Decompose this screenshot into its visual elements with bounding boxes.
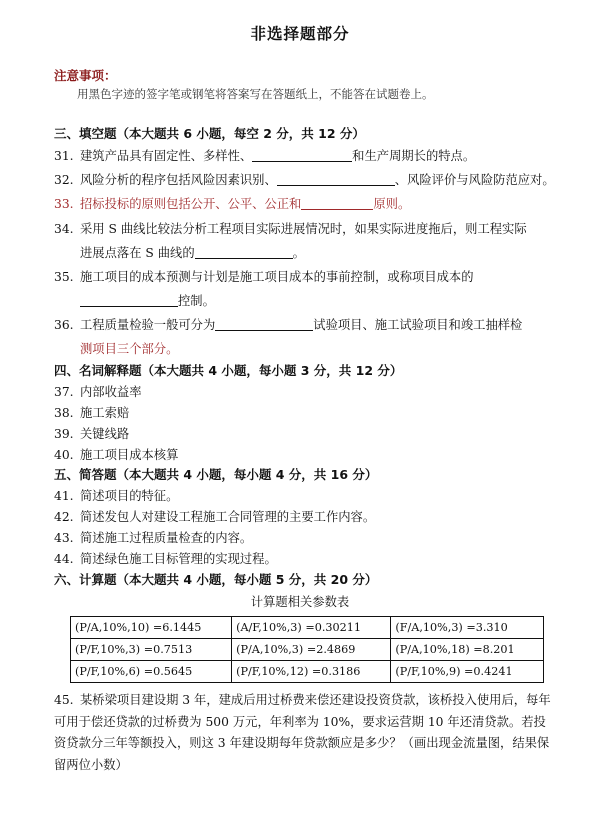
table-cell: (P/F,10%,3) =0.7513 [71,639,232,661]
question-text: 和生产周期长的特点。 [352,149,476,163]
table-cell: (P/A,10%,18) =8.201 [391,639,544,661]
question-35-cont [80,291,215,309]
question-41 [54,486,178,504]
question-text: 原则。 [373,197,411,211]
question-text: 简述绿色施工目标管理的实现过程。 [80,552,277,566]
question-text: 内部收益率 [80,385,142,399]
answer-blank[interactable] [252,149,352,162]
question-31 [54,146,475,164]
question-number: 42. [54,510,74,524]
answer-blank[interactable] [277,173,395,186]
page-title: 非选择题部分 [250,25,350,43]
question-text: 进展点落在 S 曲线的 [80,246,195,260]
question-text: 施工项目的成本预测与计划是施工项目成本的事前控制，或称项目成本的 [80,270,474,284]
question-text: 工程质量检验一般可分为 [80,318,216,332]
notice-heading: 注意事项： [54,68,117,83]
question-45 [54,690,554,776]
question-text: 试验项目、施工试验项目和竣工抽样检 [313,318,523,332]
answer-blank[interactable] [301,197,373,210]
table-row [71,639,544,661]
question-text: 风险分析的程序包括风险因素识别、 [80,173,277,187]
section-short-answer-heading: 五、简答题（本大题共 4 小题，每小题 4 分，共 16 分） [54,467,378,482]
answer-blank[interactable] [195,246,293,259]
question-32 [54,170,555,188]
question-36 [54,315,522,333]
answer-blank[interactable] [80,294,178,307]
question-number: 45. [54,693,74,707]
question-44 [54,549,277,567]
question-40 [54,445,178,463]
question-number: 33. [54,197,74,211]
question-text: 建筑产品具有固定性、多样性、 [80,149,253,163]
question-37 [54,382,142,400]
question-36-cont: 测项目三个部分。 [80,342,179,356]
table-cell: (P/A,10%,3) =2.4869 [232,639,391,661]
question-43 [54,528,252,546]
question-number: 36. [54,318,74,332]
question-text: 简述项目的特征。 [80,489,179,503]
question-text: 简述施工过程质量检查的内容。 [80,531,253,545]
table-cell: (A/F,10%,3) =0.30211 [232,617,391,639]
question-text: 、风险评价与风险防范应对。 [394,173,555,187]
question-number: 37. [54,385,74,399]
question-text: 采用 S 曲线比较法分析工程项目实际进展情况时，如果实际进度拖后，则工程实际 [80,222,527,236]
answer-blank[interactable] [215,318,313,331]
notice-body: 用黑色字迹的签字笔或钢笔将答案写在答题纸上，不能答在试题卷上。 [77,87,434,101]
question-number: 43. [54,531,74,545]
question-34-cont [80,243,305,261]
table-row [71,617,544,639]
question-text: 控制。 [178,294,215,308]
parameter-table [70,616,544,683]
table-row [71,661,544,683]
question-38 [54,403,129,421]
question-39 [54,424,129,442]
question-text: 关键线路 [80,427,130,441]
section-terms-heading: 四、名词解释题（本大题共 4 小题，每小题 3 分，共 12 分） [54,363,403,378]
question-text: 施工索赔 [80,406,130,420]
question-number: 34. [54,222,74,236]
question-34 [54,219,527,237]
question-number: 31. [54,149,74,163]
question-number: 38. [54,406,74,420]
table-cell: (P/F,10%,6) =0.5645 [71,661,232,683]
section-fill-in-heading: 三、填空题（本大题共 6 小题，每空 2 分，共 12 分） [54,126,365,141]
table-cell: (F/A,10%,3) =3.310 [391,617,544,639]
question-33 [54,194,410,212]
question-text: 施工项目成本核算 [80,448,179,462]
question-number: 44. [54,552,74,566]
question-text: 招标投标的原则包括公开、公平、公正和 [80,197,302,211]
question-42 [54,507,375,525]
question-35 [54,267,474,285]
question-number: 40. [54,448,74,462]
question-text: 某桥梁项目建设期 3 年，建成后用过桥费来偿还建设投资贷款，该桥投入使用后，每年可用于偿还贷款的过桥费为 500 万元，年利率为 10%，要求运营期 10 年还清贷款。若投资贷款分三年等额投入，则这 3 年建设期每年贷款额应是多少？（画出现金流量图，结果保留两位小数） [54,693,551,772]
section-calculation-heading: 六、计算题（本大题共 4 小题，每小题 5 分，共 20 分） [54,572,378,587]
table-cell: (P/F,10%,12) =0.3186 [232,661,391,683]
question-number: 32. [54,173,74,187]
table-cell: (P/F,10%,9) =0.4241 [391,661,544,683]
question-number: 35. [54,270,74,284]
question-text: 。 [292,246,305,260]
question-text: 简述发包人对建设工程施工合同管理的主要工作内容。 [80,510,376,524]
table-caption: 计算题相关参数表 [250,595,350,609]
table-cell: (P/A,10%,10) =6.1445 [71,617,232,639]
question-number: 41. [54,489,74,503]
question-number: 39. [54,427,74,441]
